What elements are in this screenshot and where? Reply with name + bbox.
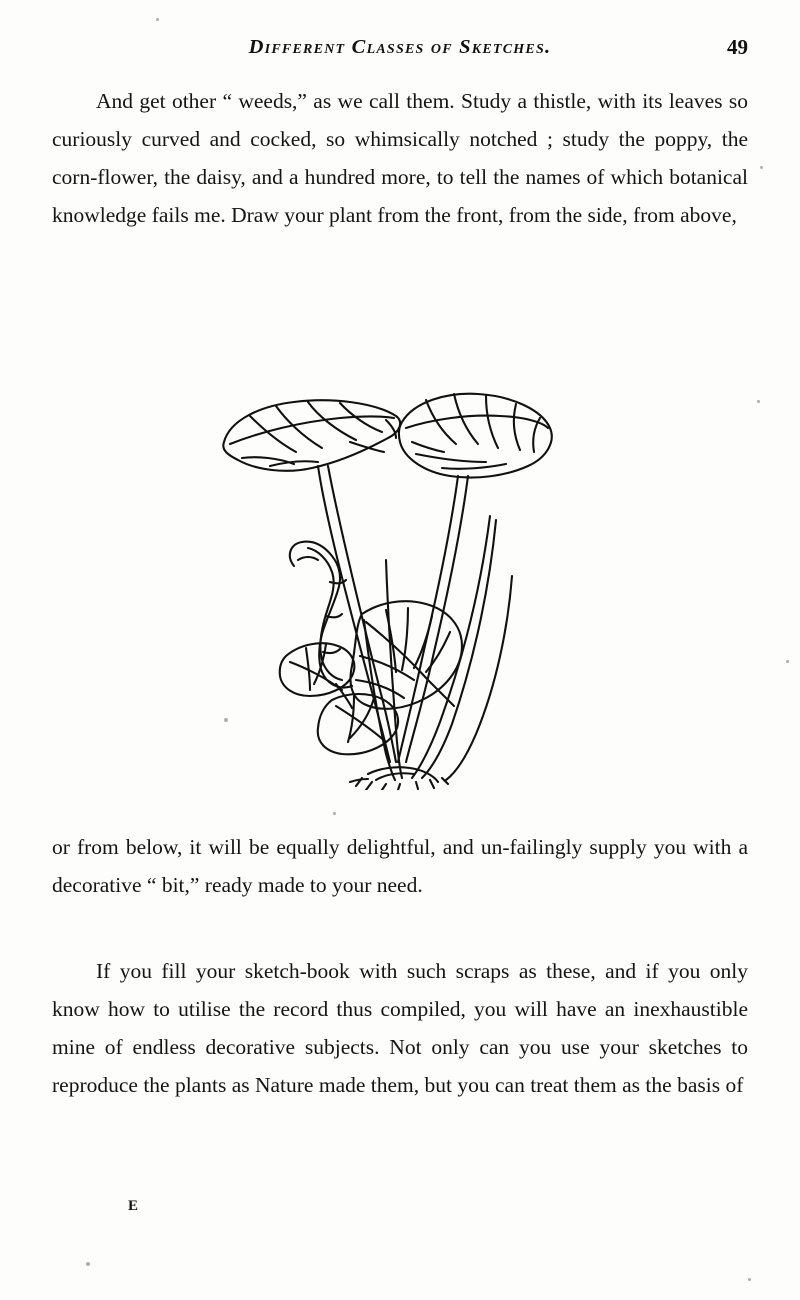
body-paragraph-3 — [52, 952, 748, 1104]
scan-speck — [786, 660, 789, 663]
scan-speck — [748, 1278, 751, 1281]
scan-speck — [333, 812, 336, 815]
paragraph-text: or from below, it will be equally delightful, and un-failingly supply you with a decorative “ bit,” ready made to your need. — [52, 835, 748, 897]
scan-speck — [156, 18, 159, 21]
illustration-figure — [52, 360, 748, 800]
scan-speck — [86, 1262, 90, 1266]
signature-mark: E — [128, 1198, 139, 1214]
running-head-title: Different Classes of Sketches. — [248, 35, 552, 58]
scan-speck — [757, 400, 760, 403]
body-paragraph-2 — [52, 828, 748, 904]
body-paragraph-1 — [52, 82, 748, 234]
plant-line-drawing — [190, 370, 610, 790]
running-head — [52, 30, 748, 64]
page-number: 49 — [727, 34, 748, 59]
scan-speck — [760, 166, 763, 169]
paragraph-text: And get other “ weeds,” as we call them. Study a thistle, with its leaves so curiously curved and cocked, so whimsically notched ; study the poppy, the corn-flower, the daisy, and a hundred more, to tell the names of which botanical knowledge fails me. Draw your plant from the front, from the side, from above, — [52, 89, 748, 227]
paragraph-text: If you fill your sketch-book with such scraps as these, and if you only know how to utilise the record thus compiled, you will have an inexhaustible mine of endless decorative subjects. Not only can you use your sketches to reproduce the plants as Nature made them, but you can treat them as the basis of — [52, 959, 748, 1097]
